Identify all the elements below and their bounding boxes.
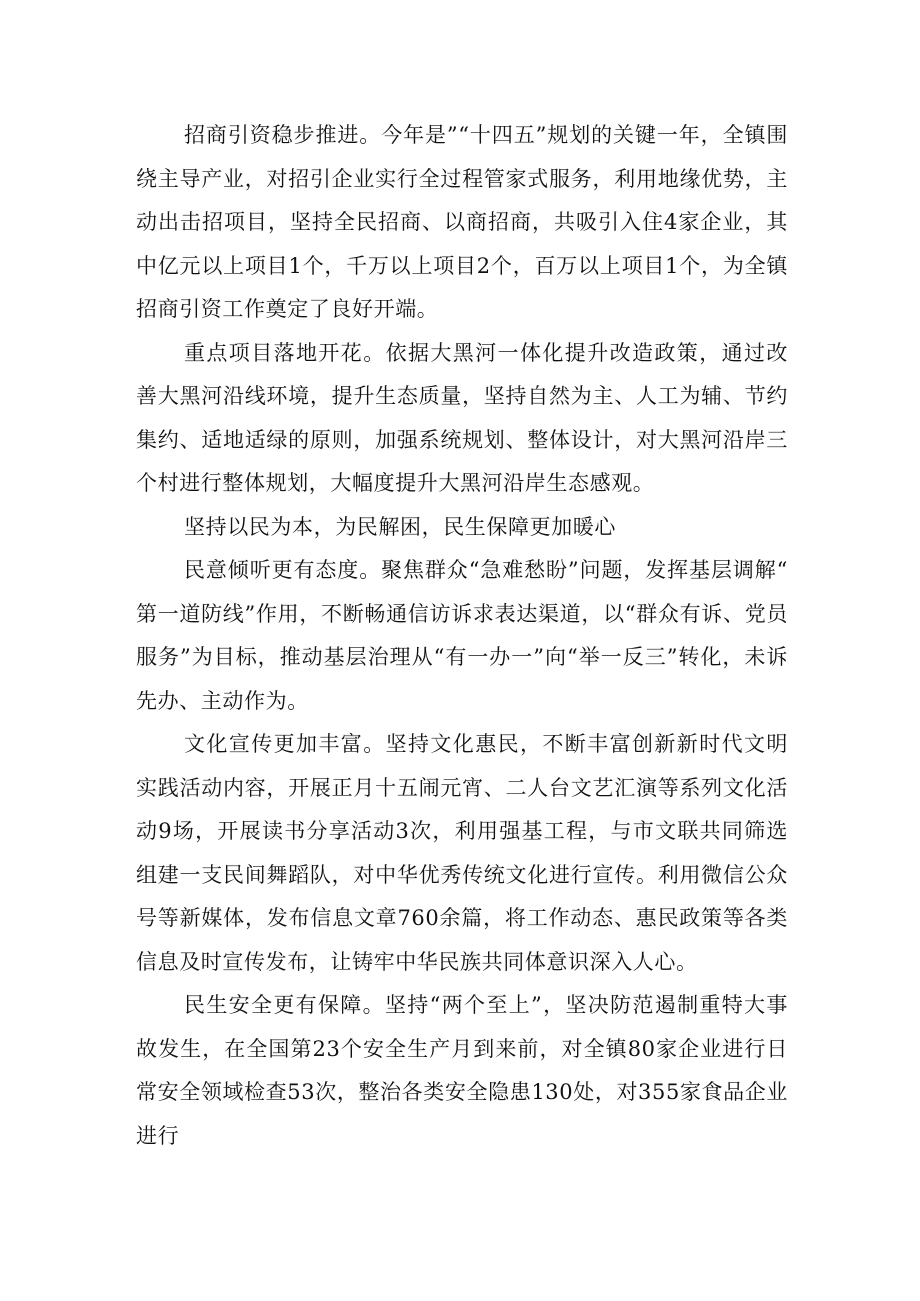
section-heading-livelihood: 坚持以民为本，为民解困，民生保障更加暖心: [184, 514, 616, 539]
paragraph-safety: 民生安全更有保障。坚持“两个至上”，坚决防范遏制重特大事故发生，在全国第23个安全生产月到来前，对全镇80家企业进行日常安全领域检查53次，整治各类安全隐患130处，对355家食品企业进行: [136, 993, 788, 1148]
document-body: [136, 114, 788, 1158]
paragraph-public-opinion: 民意倾听更有态度。聚焦群众“急难愁盼”问题，发挥基层调解“第一道防线”作用，不断畅通信访诉求表达渠道，以“群众有诉、党员服务”为目标，推动基层治理从“有一办一”向“举一反三”转化，未诉先办、主动作为。: [136, 558, 788, 713]
paragraph-investment: 招商引资稳步推进。今年是”“十四五”规划的关键一年，全镇围绕主导产业，对招引企业实行全过程管家式服务，利用地缘优势，主动出击招项目，坚持全民招商、以商招商，共吸引入住4家企业，其中亿元以上项目1个，千万以上项目2个，百万以上项目1个，为全镇招商引资工作奠定了良好开端。: [136, 123, 788, 321]
paragraph-culture: 文化宣传更加丰富。坚持文化惠民，不断丰富创新新时代文明实践活动内容，开展正月十五闹元宵、二人台文艺汇演等系列文化活动9场，开展读书分享活动3次，利用强基工程，与市文联共同筛选组建一支民间舞蹈队，对中华优秀传统文化进行宣传。利用微信公众号等新媒体，发布信息文章760余篇，将工作动态、惠民政策等各类信息及时宣传发布，让铸牢中华民族共同体意识深入人心。: [136, 732, 788, 974]
paragraph-key-projects: 重点项目落地开花。依据大黑河一体化提升改造政策，通过改善大黑河沿线环境，提升生态质量，坚持自然为主、人工为辅、节约集约、适地适绿的原则，加强系统规划、整体设计，对大黑河沿岸三个村进行整体规划，大幅度提升大黑河沿岸生态感观。: [136, 340, 788, 495]
